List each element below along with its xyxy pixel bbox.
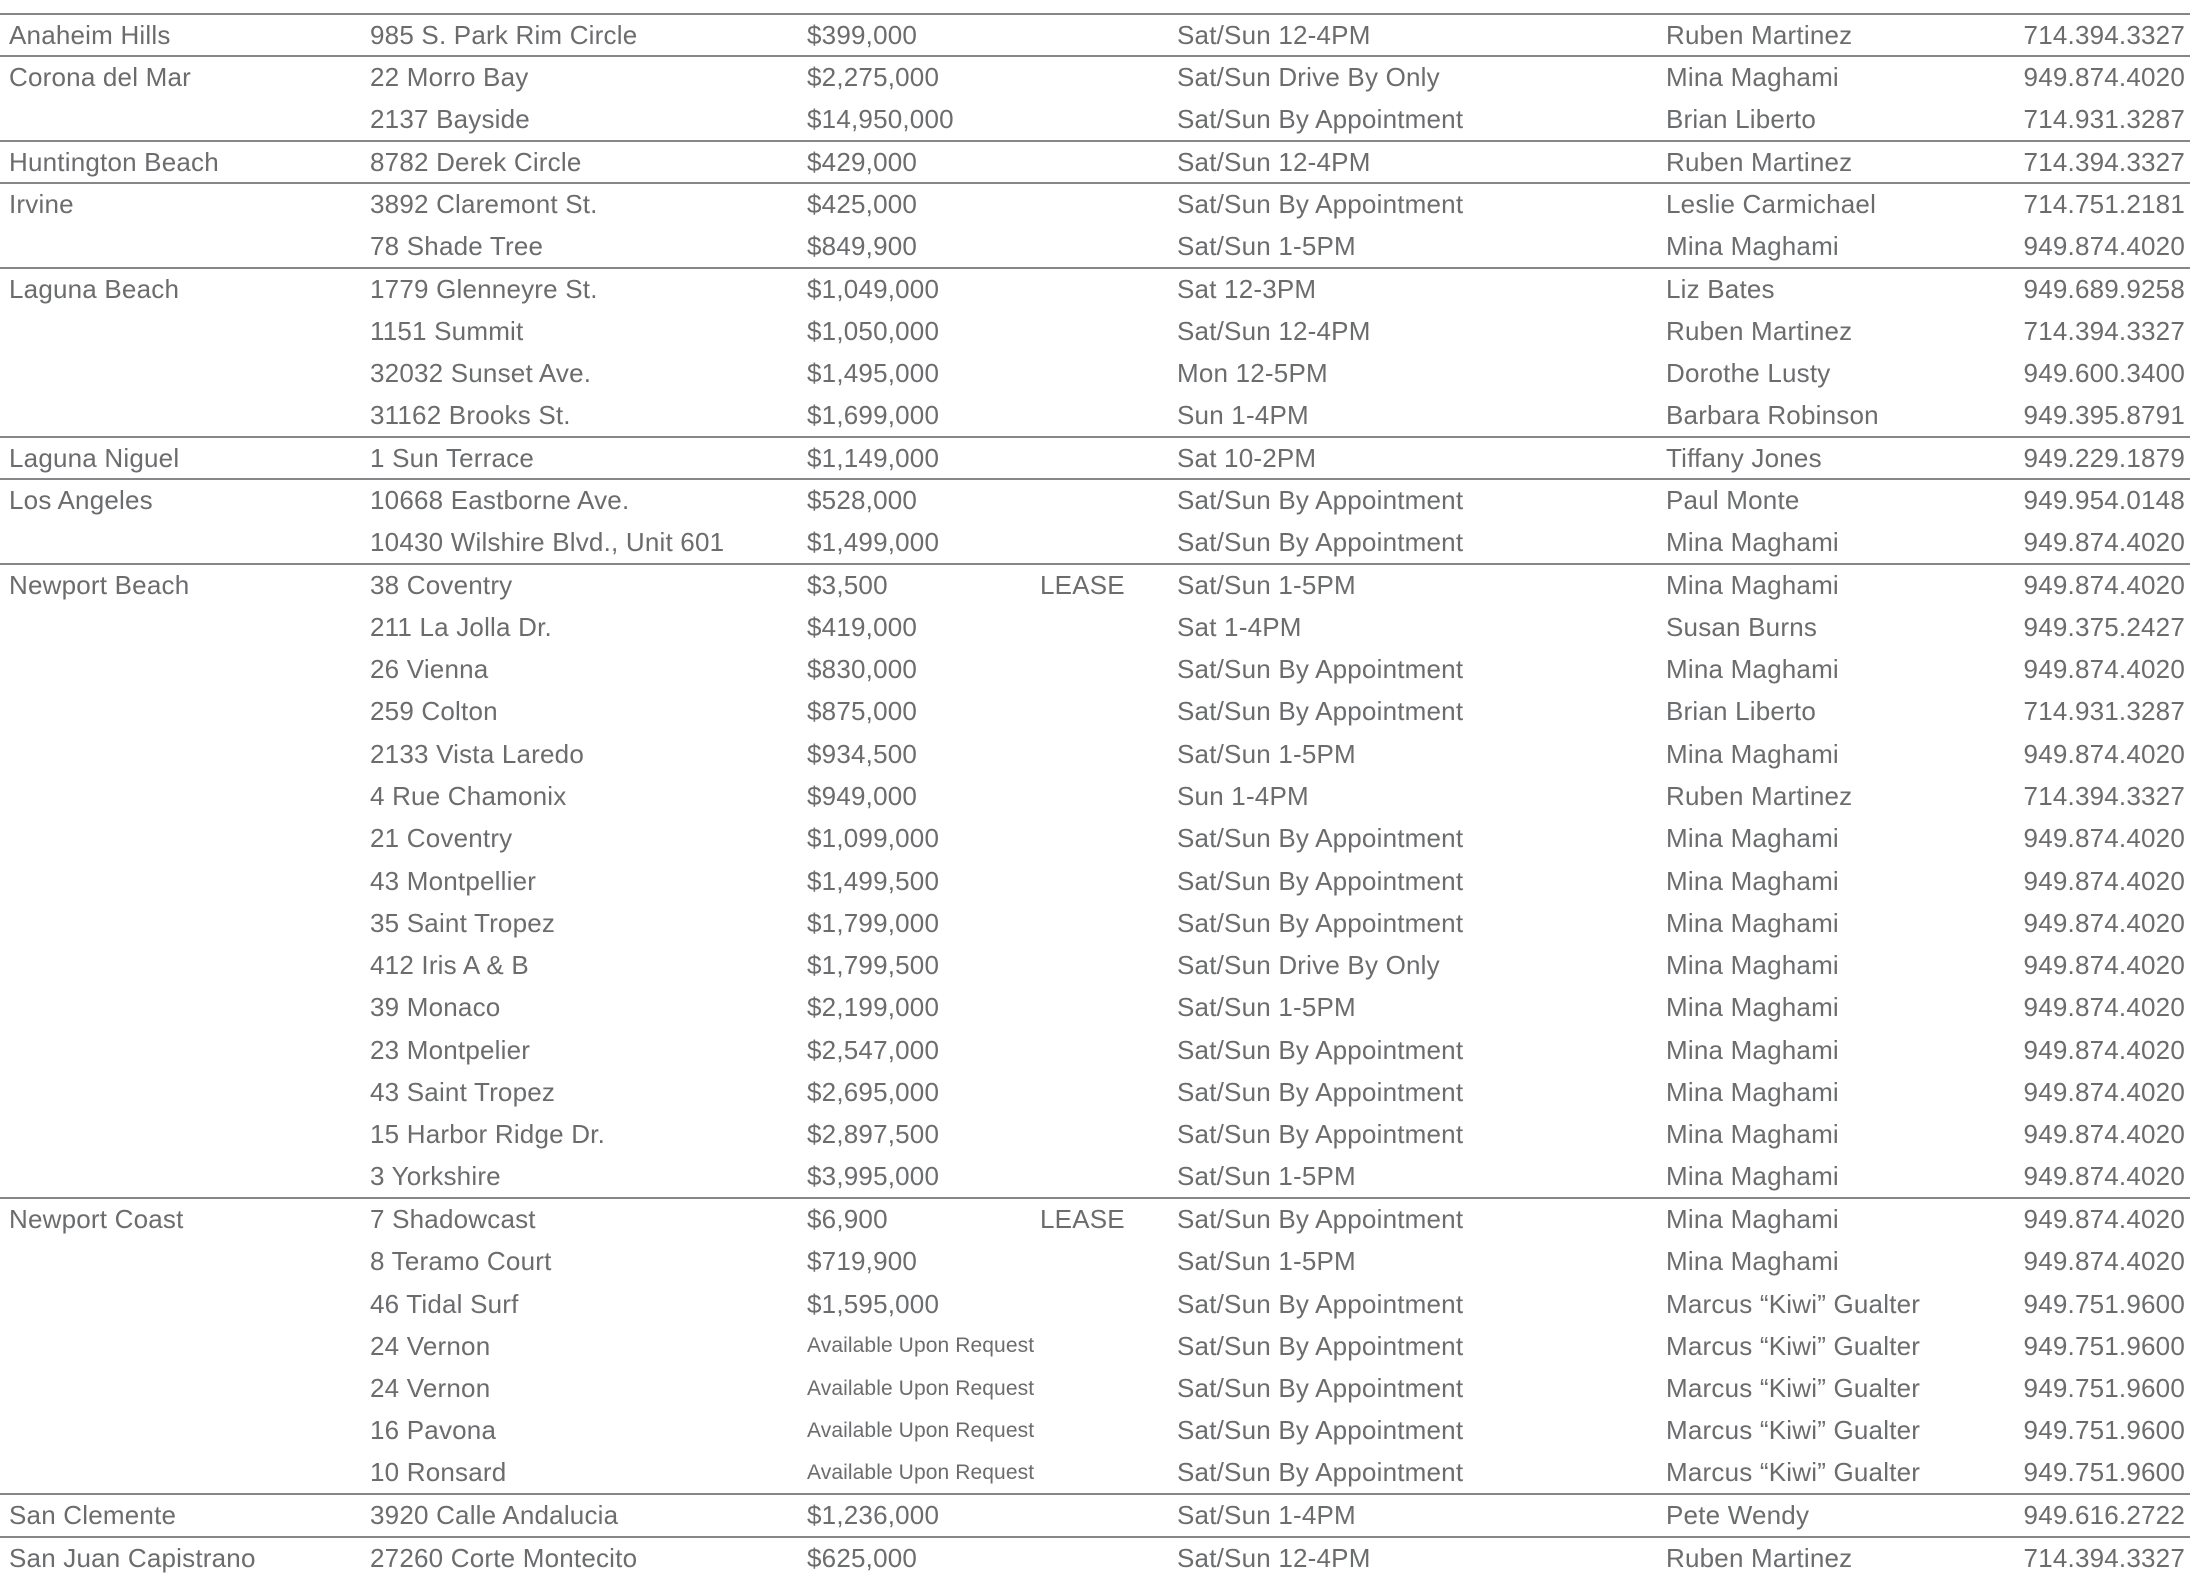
agent-phone-cell: 949.751.9600	[2023, 1330, 2185, 1361]
address-cell: 24 Vernon	[370, 1373, 491, 1404]
price-cell: $1,699,000	[807, 399, 940, 430]
price-cell: Available Upon Request	[807, 1460, 1035, 1484]
agent-name-cell: Mina Maghami	[1666, 1077, 1839, 1108]
city-cell	[0, 691, 370, 733]
address-cell: 23 Montpelier	[370, 1034, 531, 1065]
lease-tag-cell	[1040, 1494, 1177, 1536]
city-cell	[0, 902, 370, 944]
city-cell	[0, 1071, 370, 1113]
open-house-time-cell: Sat/Sun By Appointment	[1177, 1119, 1464, 1150]
agent-name-cell: Liz Bates	[1666, 268, 2020, 310]
open-house-time-cell: Sat/Sun 1-4PM	[1177, 1494, 1666, 1536]
listing-row	[0, 225, 2190, 267]
listing-row	[0, 606, 2190, 648]
address-cell: 259 Colton	[370, 696, 498, 727]
address-cell: 211 La Jolla Dr.	[370, 611, 552, 642]
lease-tag-cell	[1040, 352, 1177, 394]
address-cell: 16 Pavona	[370, 1415, 497, 1446]
city-cell	[0, 1114, 370, 1156]
lease-tag-cell	[1040, 1325, 1177, 1367]
city-cell	[0, 225, 370, 267]
lease-tag-cell	[1040, 56, 1177, 98]
price-cell: $875,000	[807, 696, 918, 727]
city-cell	[0, 987, 370, 1029]
lease-tag-cell	[1040, 691, 1177, 733]
open-house-time-cell: Sat/Sun By Appointment	[1177, 823, 1464, 854]
agent-phone-cell: 714.931.3287	[2023, 103, 2185, 134]
price-cell: $1,149,000	[807, 437, 1040, 479]
city-cell	[0, 310, 370, 352]
open-house-time-cell: Sat/Sun 1-5PM	[1177, 564, 1666, 606]
listing-row	[0, 99, 2190, 141]
listing-row	[0, 775, 2190, 817]
address-cell: 3892 Claremont St.	[370, 183, 807, 225]
listing-row	[0, 310, 2190, 352]
agent-name-cell: Mina Maghami	[1666, 1161, 1839, 1192]
address-cell: 24 Vernon	[370, 1330, 491, 1361]
agent-phone-cell: 949.874.4020	[2023, 230, 2185, 261]
agent-phone-cell: 949.874.4020	[2023, 865, 2185, 896]
open-house-listings-table	[0, 13, 2190, 1579]
lease-tag-cell	[1040, 775, 1177, 817]
address-cell: 2137 Bayside	[370, 103, 530, 134]
price-cell: $1,499,000	[807, 526, 940, 557]
listing-row	[0, 818, 2190, 860]
agent-name-cell: Mina Maghami	[1666, 654, 1839, 685]
agent-phone-cell: 949.395.8791	[2023, 399, 2185, 430]
address-cell: 1 Sun Terrace	[370, 437, 807, 479]
lease-tag-cell	[1040, 437, 1177, 479]
agent-phone-cell: 949.874.4020	[2020, 564, 2190, 606]
open-house-time-cell: Sat/Sun By Appointment	[1177, 654, 1464, 685]
listing-row	[0, 1283, 2190, 1325]
agent-phone-cell: 949.874.4020	[2023, 1161, 2185, 1192]
lease-tag-cell	[1040, 268, 1177, 310]
price-cell: $3,995,000	[807, 1161, 940, 1192]
lease-tag-cell	[1040, 945, 1177, 987]
agent-name-cell: Mina Maghami	[1666, 950, 1839, 981]
agent-phone-cell: 949.874.4020	[2020, 1198, 2190, 1240]
address-cell: 39 Monaco	[370, 992, 501, 1023]
listing-row	[0, 522, 2190, 564]
address-cell: 38 Coventry	[370, 564, 807, 606]
open-house-time-cell: Sat/Sun By Appointment	[1177, 1330, 1464, 1361]
city-cell	[0, 1452, 370, 1494]
agent-phone-cell: 949.751.9600	[2023, 1457, 2185, 1488]
agent-phone-cell: 949.874.4020	[2023, 823, 2185, 854]
agent-name-cell: Mina Maghami	[1666, 738, 1839, 769]
listing-row	[0, 1241, 2190, 1283]
open-house-time-cell: Sat/Sun Drive By Only	[1177, 56, 1666, 98]
open-house-time-cell: Sat/Sun By Appointment	[1177, 103, 1464, 134]
address-cell: 35 Saint Tropez	[370, 907, 556, 938]
city-cell	[0, 352, 370, 394]
open-house-time-cell: Sat/Sun By Appointment	[1177, 526, 1464, 557]
agent-phone-cell: 949.874.4020	[2020, 56, 2190, 98]
price-cell: Available Upon Request	[807, 1376, 1035, 1400]
open-house-time-cell: Sat/Sun By Appointment	[1177, 1077, 1464, 1108]
lease-tag-cell	[1040, 183, 1177, 225]
open-house-time-cell: Sat/Sun 1-5PM	[1177, 738, 1356, 769]
city-cell: Laguna Beach	[0, 268, 370, 310]
open-house-time-cell: Sat/Sun By Appointment	[1177, 696, 1464, 727]
agent-name-cell: Mina Maghami	[1666, 1119, 1839, 1150]
agent-phone-cell: 949.600.3400	[2023, 358, 2185, 389]
agent-phone-cell: 949.874.4020	[2023, 1246, 2185, 1277]
address-cell: 78 Shade Tree	[370, 230, 544, 261]
lease-tag-cell	[1040, 902, 1177, 944]
lease-tag-cell	[1040, 1537, 1177, 1579]
agent-name-cell: Paul Monte	[1666, 479, 2020, 521]
listing-row	[0, 1452, 2190, 1494]
agent-name-cell: Ruben Martinez	[1666, 141, 2020, 183]
lease-tag-cell	[1040, 1241, 1177, 1283]
address-cell: 15 Harbor Ridge Dr.	[370, 1119, 606, 1150]
city-cell	[0, 860, 370, 902]
listing-row	[0, 352, 2190, 394]
agent-name-cell: Ruben Martinez	[1666, 14, 2020, 56]
price-cell: $425,000	[807, 183, 1040, 225]
agent-name-cell: Mina Maghami	[1666, 56, 2020, 98]
address-cell: 4 Rue Chamonix	[370, 780, 567, 811]
agent-phone-cell: 714.931.3287	[2023, 696, 2185, 727]
address-cell: 21 Coventry	[370, 823, 513, 854]
city-cell: Newport Beach	[0, 564, 370, 606]
listing-row	[0, 1410, 2190, 1452]
address-cell: 2133 Vista Laredo	[370, 738, 584, 769]
price-cell: $3,500	[807, 564, 1040, 606]
city-cell: Laguna Niguel	[0, 437, 370, 479]
agent-name-cell: Leslie Carmichael	[1666, 183, 2020, 225]
agent-phone-cell: 714.394.3327	[2023, 780, 2185, 811]
lease-tag-cell	[1040, 860, 1177, 902]
open-house-time-cell: Sat/Sun By Appointment	[1177, 1198, 1666, 1240]
lease-tag-cell	[1040, 733, 1177, 775]
open-house-time-cell: Sun 1-4PM	[1177, 780, 1309, 811]
lease-tag-cell	[1040, 522, 1177, 564]
agent-name-cell: Marcus “Kiwi” Gualter	[1666, 1373, 1921, 1404]
address-cell: 10 Ronsard	[370, 1457, 507, 1488]
open-house-time-cell: Sat/Sun By Appointment	[1177, 907, 1464, 938]
agent-phone-cell: 949.874.4020	[2023, 992, 2185, 1023]
city-cell: San Clemente	[0, 1494, 370, 1536]
agent-phone-cell: 949.874.4020	[2023, 738, 2185, 769]
agent-name-cell: Dorothe Lusty	[1666, 358, 1831, 389]
open-house-time-cell: Sat/Sun By Appointment	[1177, 1034, 1464, 1065]
open-house-time-cell: Sat/Sun 1-5PM	[1177, 230, 1356, 261]
listing-row	[0, 268, 2190, 310]
listing-row	[0, 1029, 2190, 1071]
address-cell: 7 Shadowcast	[370, 1198, 807, 1240]
lease-tag-cell	[1040, 99, 1177, 141]
agent-phone-cell: 949.751.9600	[2023, 1373, 2185, 1404]
price-cell: $625,000	[807, 1537, 1040, 1579]
city-cell: Newport Coast	[0, 1198, 370, 1240]
agent-name-cell: Marcus “Kiwi” Gualter	[1666, 1330, 1921, 1361]
address-cell: 1779 Glenneyre St.	[370, 268, 807, 310]
agent-name-cell: Mina Maghami	[1666, 1198, 2020, 1240]
city-cell	[0, 1368, 370, 1410]
agent-name-cell: Marcus “Kiwi” Gualter	[1666, 1415, 1921, 1446]
listing-row	[0, 987, 2190, 1029]
agent-phone-cell: 714.394.3327	[2023, 315, 2185, 346]
listing-row	[0, 1368, 2190, 1410]
address-cell: 43 Montpellier	[370, 865, 537, 896]
price-cell: $1,799,500	[807, 950, 940, 981]
price-cell: $429,000	[807, 141, 1040, 183]
agent-name-cell: Marcus “Kiwi” Gualter	[1666, 1457, 1921, 1488]
listing-row	[0, 1156, 2190, 1198]
address-cell: 43 Saint Tropez	[370, 1077, 556, 1108]
lease-tag-cell	[1040, 1452, 1177, 1494]
address-cell: 3920 Calle Andalucia	[370, 1494, 807, 1536]
listing-row	[0, 1071, 2190, 1113]
listing-row	[0, 479, 2190, 521]
address-cell: 412 Iris A & B	[370, 950, 529, 981]
agent-name-cell: Ruben Martinez	[1666, 1537, 2020, 1579]
agent-name-cell: Mina Maghami	[1666, 230, 1839, 261]
price-cell: $1,236,000	[807, 1494, 1040, 1536]
agent-phone-cell: 949.874.4020	[2023, 950, 2185, 981]
open-house-time-cell: Sat/Sun 1-5PM	[1177, 992, 1356, 1023]
agent-name-cell: Mina Maghami	[1666, 907, 1839, 938]
listing-row	[0, 902, 2190, 944]
agent-name-cell: Barbara Robinson	[1666, 399, 1879, 430]
price-cell: $528,000	[807, 479, 1040, 521]
lease-tag-cell: LEASE	[1040, 564, 1177, 606]
open-house-time-cell: Sat/Sun Drive By Only	[1177, 950, 1440, 981]
open-house-time-cell: Sat/Sun 12-4PM	[1177, 1537, 1666, 1579]
agent-name-cell: Brian Liberto	[1666, 103, 1817, 134]
city-cell	[0, 945, 370, 987]
agent-name-cell: Pete Wendy	[1666, 1494, 2020, 1536]
price-cell: Available Upon Request	[807, 1334, 1035, 1358]
listing-row	[0, 945, 2190, 987]
agent-phone-cell: 949.751.9600	[2023, 1415, 2185, 1446]
address-cell: 985 S. Park Rim Circle	[370, 14, 807, 56]
agent-name-cell: Mina Maghami	[1666, 526, 1839, 557]
open-house-time-cell: Sun 1-4PM	[1177, 399, 1309, 430]
city-cell	[0, 1283, 370, 1325]
city-cell	[0, 606, 370, 648]
lease-tag-cell	[1040, 1114, 1177, 1156]
agent-name-cell: Mina Maghami	[1666, 865, 1839, 896]
address-cell: 8782 Derek Circle	[370, 141, 807, 183]
city-cell	[0, 1241, 370, 1283]
price-cell: $849,900	[807, 230, 918, 261]
open-house-time-cell: Sat/Sun By Appointment	[1177, 1457, 1464, 1488]
agent-name-cell: Mina Maghami	[1666, 992, 1839, 1023]
price-cell: $949,000	[807, 780, 918, 811]
city-cell	[0, 818, 370, 860]
open-house-time-cell: Sat/Sun 1-5PM	[1177, 1246, 1356, 1277]
lease-tag-cell	[1040, 1071, 1177, 1113]
listing-row	[0, 1114, 2190, 1156]
city-cell	[0, 1325, 370, 1367]
city-cell	[0, 395, 370, 437]
price-cell: $1,099,000	[807, 823, 940, 854]
address-cell: 26 Vienna	[370, 654, 489, 685]
listing-row	[0, 1325, 2190, 1367]
lease-tag-cell	[1040, 606, 1177, 648]
agent-phone-cell: 949.874.4020	[2023, 1077, 2185, 1108]
listing-row	[0, 733, 2190, 775]
listing-row	[0, 395, 2190, 437]
price-cell: $2,897,500	[807, 1119, 940, 1150]
lease-tag-cell	[1040, 14, 1177, 56]
city-cell	[0, 1156, 370, 1198]
price-cell: $1,049,000	[807, 268, 1040, 310]
lease-tag-cell	[1040, 648, 1177, 690]
open-house-time-cell: Sat/Sun By Appointment	[1177, 183, 1666, 225]
agent-name-cell: Ruben Martinez	[1666, 315, 1853, 346]
listing-row	[0, 56, 2190, 98]
listing-row	[0, 564, 2190, 606]
open-house-time-cell: Sat/Sun 12-4PM	[1177, 141, 1666, 183]
agent-phone-cell: 714.394.3327	[2020, 1537, 2190, 1579]
open-house-time-cell: Sat/Sun By Appointment	[1177, 1415, 1464, 1446]
agent-phone-cell: 714.394.3327	[2020, 141, 2190, 183]
lease-tag-cell	[1040, 141, 1177, 183]
address-cell: 1151 Summit	[370, 315, 524, 346]
open-house-time-cell: Sat 1-4PM	[1177, 611, 1302, 642]
price-cell: $14,950,000	[807, 103, 954, 134]
listing-row	[0, 691, 2190, 733]
lease-tag-cell	[1040, 1368, 1177, 1410]
agent-phone-cell: 949.229.1879	[2020, 437, 2190, 479]
lease-tag-cell	[1040, 1410, 1177, 1452]
price-cell: $2,547,000	[807, 1034, 940, 1065]
city-cell	[0, 1410, 370, 1452]
listing-row	[0, 1494, 2190, 1536]
city-cell	[0, 522, 370, 564]
price-cell: $1,495,000	[807, 358, 940, 389]
address-cell: 3 Yorkshire	[370, 1161, 501, 1192]
listing-row	[0, 14, 2190, 56]
open-house-time-cell: Mon 12-5PM	[1177, 358, 1328, 389]
agent-phone-cell: 714.751.2181	[2020, 183, 2190, 225]
price-cell: $934,500	[807, 738, 918, 769]
address-cell: 46 Tidal Surf	[370, 1288, 519, 1319]
price-cell: $2,275,000	[807, 56, 1040, 98]
lease-tag-cell	[1040, 987, 1177, 1029]
listing-row	[0, 648, 2190, 690]
price-cell: $419,000	[807, 611, 918, 642]
open-house-time-cell: Sat 10-2PM	[1177, 437, 1666, 479]
address-cell: 8 Teramo Court	[370, 1246, 552, 1277]
open-house-time-cell: Sat/Sun By Appointment	[1177, 479, 1666, 521]
agent-phone-cell: 949.874.4020	[2023, 1119, 2185, 1150]
city-cell: Huntington Beach	[0, 141, 370, 183]
agent-name-cell: Ruben Martinez	[1666, 780, 1853, 811]
city-cell	[0, 775, 370, 817]
city-cell: Anaheim Hills	[0, 14, 370, 56]
open-house-time-cell: Sat/Sun By Appointment	[1177, 1373, 1464, 1404]
agent-phone-cell: 949.954.0148	[2020, 479, 2190, 521]
listing-row	[0, 183, 2190, 225]
city-cell	[0, 99, 370, 141]
listing-row	[0, 437, 2190, 479]
price-cell: $1,050,000	[807, 315, 940, 346]
price-cell: $399,000	[807, 14, 1040, 56]
agent-phone-cell: 949.689.9258	[2020, 268, 2190, 310]
lease-tag-cell	[1040, 225, 1177, 267]
city-cell: San Juan Capistrano	[0, 1537, 370, 1579]
agent-phone-cell: 714.394.3327	[2020, 14, 2190, 56]
price-cell: $6,900	[807, 1198, 1040, 1240]
price-cell: $2,695,000	[807, 1077, 940, 1108]
agent-name-cell: Tiffany Jones	[1666, 437, 2020, 479]
listing-row	[0, 1537, 2190, 1579]
city-cell	[0, 733, 370, 775]
open-house-time-cell: Sat/Sun 1-5PM	[1177, 1161, 1356, 1192]
price-cell: $1,799,000	[807, 907, 940, 938]
price-cell: Available Upon Request	[807, 1418, 1035, 1442]
open-house-time-cell: Sat 12-3PM	[1177, 268, 1666, 310]
lease-tag-cell	[1040, 1283, 1177, 1325]
agent-name-cell: Mina Maghami	[1666, 1034, 1839, 1065]
agent-name-cell: Marcus “Kiwi” Gualter	[1666, 1288, 1921, 1319]
lease-tag-cell	[1040, 1156, 1177, 1198]
address-cell: 10668 Eastborne Ave.	[370, 479, 807, 521]
agent-phone-cell: 949.874.4020	[2023, 526, 2185, 557]
agent-phone-cell: 949.874.4020	[2023, 654, 2185, 685]
lease-tag-cell: LEASE	[1040, 1198, 1177, 1240]
price-cell: $1,595,000	[807, 1288, 940, 1319]
address-cell: 32032 Sunset Ave.	[370, 358, 592, 389]
listing-row	[0, 141, 2190, 183]
price-cell: $830,000	[807, 654, 918, 685]
price-cell: $719,900	[807, 1246, 918, 1277]
price-cell: $2,199,000	[807, 992, 940, 1023]
open-house-time-cell: Sat/Sun By Appointment	[1177, 1288, 1464, 1319]
open-house-time-cell: Sat/Sun 12-4PM	[1177, 14, 1666, 56]
lease-tag-cell	[1040, 1029, 1177, 1071]
address-cell: 31162 Brooks St.	[370, 399, 571, 430]
agent-phone-cell: 949.616.2722	[2020, 1494, 2190, 1536]
listing-row	[0, 860, 2190, 902]
agent-phone-cell: 949.375.2427	[2023, 611, 2185, 642]
city-cell: Los Angeles	[0, 479, 370, 521]
lease-tag-cell	[1040, 818, 1177, 860]
address-cell: 22 Morro Bay	[370, 56, 807, 98]
address-cell: 27260 Corte Montecito	[370, 1537, 807, 1579]
open-house-time-cell: Sat/Sun By Appointment	[1177, 865, 1464, 896]
agent-name-cell: Susan Burns	[1666, 611, 1818, 642]
agent-name-cell: Brian Liberto	[1666, 696, 1817, 727]
agent-phone-cell: 949.751.9600	[2023, 1288, 2185, 1319]
agent-name-cell: Mina Maghami	[1666, 564, 2020, 606]
city-cell: Corona del Mar	[0, 56, 370, 98]
lease-tag-cell	[1040, 479, 1177, 521]
price-cell: $1,499,500	[807, 865, 940, 896]
lease-tag-cell	[1040, 310, 1177, 352]
agent-phone-cell: 949.874.4020	[2023, 1034, 2185, 1065]
city-cell: Irvine	[0, 183, 370, 225]
agent-name-cell: Mina Maghami	[1666, 1246, 1839, 1277]
listing-row	[0, 1198, 2190, 1240]
city-cell	[0, 1029, 370, 1071]
address-cell: 10430 Wilshire Blvd., Unit 601	[370, 526, 725, 557]
lease-tag-cell	[1040, 395, 1177, 437]
open-house-time-cell: Sat/Sun 12-4PM	[1177, 315, 1371, 346]
city-cell	[0, 648, 370, 690]
agent-phone-cell: 949.874.4020	[2023, 907, 2185, 938]
listings-table-body	[0, 14, 2190, 1579]
agent-name-cell: Mina Maghami	[1666, 823, 1839, 854]
